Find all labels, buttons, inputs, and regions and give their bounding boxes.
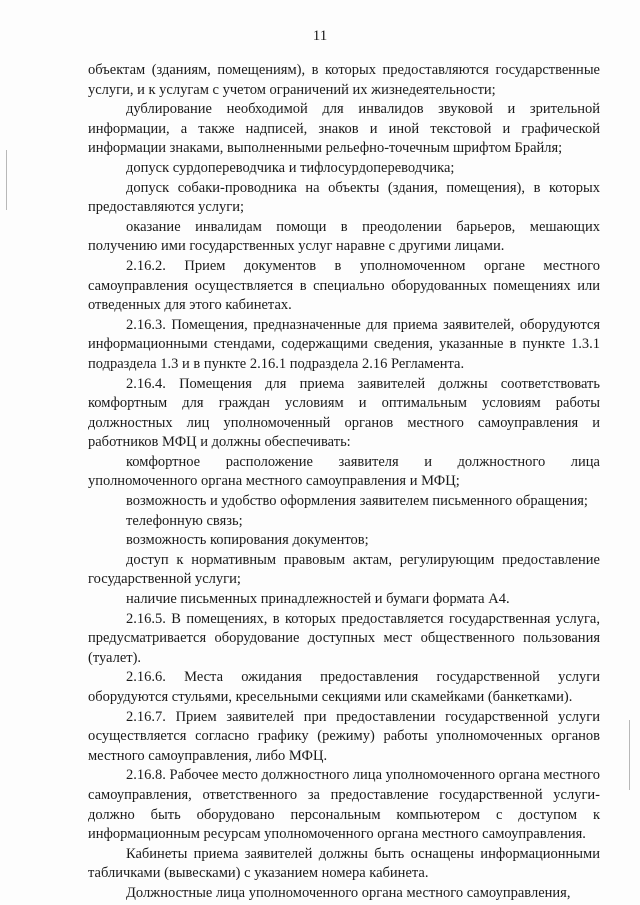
paragraph: 2.16.5. В помещениях, в которых предоставляется государственная услуга, предусматривается оборудование доступных мест общественного пользования (туалет). — [88, 610, 600, 666]
paragraph: 2.16.2. Прием документов в уполномоченном органе местного самоуправления осуществляется в специально оборудованных помещениях или отведенных для этого кабинетах. — [88, 257, 600, 314]
scan-margin-mark — [6, 150, 7, 210]
page-number: 11 — [312, 28, 328, 44]
paragraph: оказание инвалидам помощи в преодолении барьеров, мешающих получению ими государственных услуг наравне с другими лицами. — [88, 218, 600, 255]
scan-margin-mark — [629, 720, 630, 790]
paragraph: 2.16.8. Рабочее место должностного лица уполномоченного органа местного самоуправления, ответственного за предоставление государственной услуги-должно быть оборудовано персональным компьютером с доступом к информационным ресурсам уполномоченного органа местного самоуправления. — [88, 767, 600, 843]
paragraph: комфортное расположение заявителя и должностного лица уполномоченного органа местного самоуправления и МФЦ; — [88, 453, 600, 490]
paragraph: наличие письменных принадлежностей и бумаги формата А4. — [126, 591, 510, 608]
paragraph: дублирование необходимой для инвалидов звуковой и зрительной информации, а также надписей, знаков и иной текстовой и графической информации знаками, выполненными рельефно-точечным шрифтом Брайля; — [88, 101, 600, 157]
paragraph: возможность и удобство оформления заявителем письменного обращения; — [126, 493, 588, 510]
document-body — [88, 61, 600, 904]
paragraph: 2.16.6. Места ожидания предоставления государственной услуги оборудуются стульями, кресельными секциями или скамейками (банкетками). — [88, 669, 600, 705]
paragraph: возможность копирования документов; — [126, 532, 369, 549]
paragraph: допуск собаки-проводника на объекты (здания, помещения), в которых предоставляются услуги; — [88, 179, 600, 216]
paragraph: доступ к нормативным правовым актам, регулирующим предоставление государственной услуги; — [88, 551, 600, 588]
paragraph: Должностные лица уполномоченного органа местного самоуправления, — [126, 884, 571, 901]
paragraph: телефонную связь; — [126, 512, 243, 529]
paragraph: 2.16.7. Прием заявителей при предоставлении государственной услуги осуществляется согласно графику (режиму) работы уполномоченных органов местного самоуправления, либо МФЦ. — [88, 708, 600, 764]
paragraph: Кабинеты приема заявителей должны быть оснащены информационными табличками (вывесками) с указанием номера кабинета. — [88, 845, 600, 882]
paragraph: 2.16.4. Помещения для приема заявителей должны соответствовать комфортным для граждан условиям и оптимальным условиям работы должностных лиц уполномоченный органов местного самоуправления и работников МФЦ и должны обеспечивать: — [88, 375, 600, 451]
paragraph: допуск сурдопереводчика и тифлосурдопереводчика; — [126, 159, 455, 176]
paragraph: объектам (зданиям, помещениям), в которых предоставляются государственные услуги, и к услугам с учетом ограничений их жизнедеятельности; — [88, 62, 600, 98]
paragraph: 2.16.3. Помещения, предназначенные для приема заявителей, оборудуются информационными стендами, содержащими сведения, указанные в пункте 1.3.1 подраздела 1.3 и в пункте 2.16.1 подраздела 2.16 Регламента. — [88, 316, 600, 372]
